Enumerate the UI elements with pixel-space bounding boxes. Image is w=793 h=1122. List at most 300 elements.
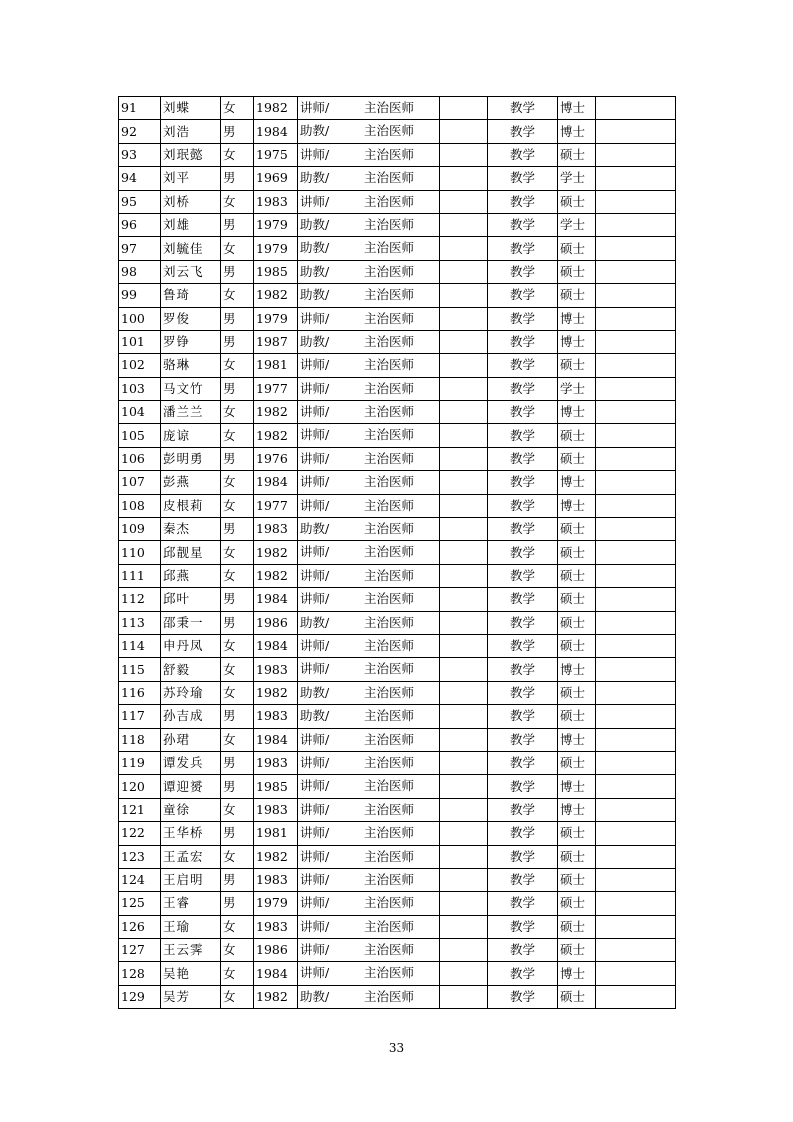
cell-name: 童徐 — [161, 798, 221, 821]
cell-blank — [440, 97, 488, 120]
cell-clinical-title: 主治医师 — [364, 123, 415, 139]
table-row — [119, 494, 676, 517]
cell-gender: 女 — [221, 471, 254, 494]
cell-title — [298, 424, 440, 447]
cell-birth-year: 1983 — [254, 915, 298, 938]
cell-extra — [596, 985, 676, 1008]
cell-number: 108 — [119, 494, 161, 517]
cell-extra — [596, 143, 676, 166]
cell-birth-year: 1982 — [254, 845, 298, 868]
cell-number: 96 — [119, 213, 161, 236]
cell-number: 107 — [119, 471, 161, 494]
cell-title — [298, 892, 440, 915]
cell-clinical-title: 主治医师 — [364, 754, 415, 770]
cell-department: 教学 — [488, 213, 558, 236]
cell-gender: 女 — [221, 985, 254, 1008]
cell-title — [298, 658, 440, 681]
cell-degree: 硕士 — [558, 751, 596, 774]
cell-birth-year: 1984 — [254, 120, 298, 143]
cell-extra — [596, 541, 676, 564]
cell-gender: 女 — [221, 143, 254, 166]
cell-department: 教学 — [488, 611, 558, 634]
cell-extra — [596, 237, 676, 260]
cell-degree: 硕士 — [558, 284, 596, 307]
cell-gender: 男 — [221, 260, 254, 283]
cell-clinical-title: 主治医师 — [364, 521, 415, 537]
cell-title — [298, 751, 440, 774]
cell-degree: 硕士 — [558, 681, 596, 704]
cell-number: 115 — [119, 658, 161, 681]
cell-extra — [596, 962, 676, 985]
cell-title — [298, 939, 440, 962]
cell-extra — [596, 564, 676, 587]
cell-name: 孙珺 — [161, 728, 221, 751]
cell-title — [298, 237, 440, 260]
cell-degree: 博士 — [558, 307, 596, 330]
cell-blank — [440, 237, 488, 260]
table-row — [119, 962, 676, 985]
cell-clinical-title: 主治医师 — [364, 637, 415, 653]
table-row — [119, 868, 676, 891]
cell-name: 刘云飞 — [161, 260, 221, 283]
cell-number: 120 — [119, 775, 161, 798]
cell-extra — [596, 845, 676, 868]
cell-birth-year: 1984 — [254, 588, 298, 611]
cell-academic-title: 助教/ — [300, 216, 330, 232]
cell-department: 教学 — [488, 120, 558, 143]
cell-name: 刘浩 — [161, 120, 221, 143]
table-row — [119, 447, 676, 470]
table-row — [119, 401, 676, 424]
table-row — [119, 681, 676, 704]
cell-name: 谭发兵 — [161, 751, 221, 774]
cell-blank — [440, 564, 488, 587]
cell-academic-title: 讲师/ — [300, 942, 330, 958]
cell-degree: 硕士 — [558, 939, 596, 962]
cell-academic-title: 助教/ — [300, 287, 330, 303]
cell-blank — [440, 377, 488, 400]
cell-gender: 女 — [221, 494, 254, 517]
cell-extra — [596, 447, 676, 470]
cell-name: 刘桥 — [161, 190, 221, 213]
cell-department: 教学 — [488, 915, 558, 938]
cell-department: 教学 — [488, 775, 558, 798]
cell-department: 教学 — [488, 985, 558, 1008]
cell-name: 孙吉成 — [161, 705, 221, 728]
cell-clinical-title: 主治医师 — [364, 918, 415, 934]
cell-academic-title: 讲师/ — [300, 100, 330, 115]
cell-number: 99 — [119, 284, 161, 307]
cell-name: 吴艳 — [161, 962, 221, 985]
cell-birth-year: 1983 — [254, 798, 298, 821]
cell-blank — [440, 845, 488, 868]
cell-department: 教学 — [488, 494, 558, 517]
cell-academic-title: 助教/ — [300, 333, 330, 349]
cell-academic-title: 助教/ — [300, 521, 330, 537]
cell-clinical-title: 主治医师 — [364, 216, 415, 232]
cell-academic-title: 助教/ — [300, 708, 330, 724]
cell-blank — [440, 939, 488, 962]
cell-number: 128 — [119, 962, 161, 985]
cell-blank — [440, 611, 488, 634]
cell-birth-year: 1979 — [254, 213, 298, 236]
cell-number: 94 — [119, 167, 161, 190]
cell-number: 129 — [119, 985, 161, 1008]
cell-name: 罗俊 — [161, 307, 221, 330]
cell-extra — [596, 307, 676, 330]
cell-academic-title: 讲师/ — [300, 778, 330, 794]
cell-clinical-title: 主治医师 — [364, 380, 415, 396]
cell-degree: 博士 — [558, 798, 596, 821]
cell-department: 教学 — [488, 401, 558, 424]
cell-blank — [440, 588, 488, 611]
cell-gender: 女 — [221, 564, 254, 587]
cell-academic-title: 讲师/ — [300, 848, 330, 864]
cell-extra — [596, 939, 676, 962]
cell-extra — [596, 354, 676, 377]
cell-clinical-title: 主治医师 — [364, 614, 415, 630]
cell-title — [298, 868, 440, 891]
cell-clinical-title: 主治医师 — [364, 825, 415, 841]
cell-number: 97 — [119, 237, 161, 260]
cell-blank — [440, 494, 488, 517]
cell-gender: 男 — [221, 892, 254, 915]
cell-birth-year: 1982 — [254, 424, 298, 447]
cell-blank — [440, 471, 488, 494]
table-row — [119, 845, 676, 868]
cell-gender: 男 — [221, 868, 254, 891]
cell-number: 92 — [119, 120, 161, 143]
cell-clinical-title: 主治医师 — [364, 146, 415, 162]
cell-name: 邱燕 — [161, 564, 221, 587]
cell-gender: 男 — [221, 775, 254, 798]
cell-degree: 硕士 — [558, 260, 596, 283]
cell-gender: 女 — [221, 237, 254, 260]
cell-number: 105 — [119, 424, 161, 447]
cell-birth-year: 1986 — [254, 939, 298, 962]
cell-title — [298, 307, 440, 330]
cell-extra — [596, 190, 676, 213]
table-row — [119, 330, 676, 353]
table-row — [119, 377, 676, 400]
cell-title — [298, 260, 440, 283]
cell-degree: 博士 — [558, 962, 596, 985]
cell-name: 刘平 — [161, 167, 221, 190]
cell-clinical-title: 主治医师 — [364, 310, 415, 326]
cell-gender: 女 — [221, 541, 254, 564]
table-row — [119, 471, 676, 494]
cell-clinical-title: 主治医师 — [364, 357, 415, 373]
cell-name: 苏玲瑜 — [161, 681, 221, 704]
table-row — [119, 892, 676, 915]
table-row — [119, 167, 676, 190]
cell-degree: 硕士 — [558, 845, 596, 868]
cell-gender: 女 — [221, 939, 254, 962]
cell-blank — [440, 775, 488, 798]
cell-blank — [440, 284, 488, 307]
cell-number: 124 — [119, 868, 161, 891]
staff-table — [118, 96, 676, 1009]
cell-gender: 女 — [221, 658, 254, 681]
cell-title — [298, 775, 440, 798]
cell-academic-title: 讲师/ — [300, 404, 330, 420]
cell-clinical-title: 主治医师 — [364, 427, 415, 443]
cell-gender: 女 — [221, 681, 254, 704]
cell-number: 112 — [119, 588, 161, 611]
cell-academic-title: 助教/ — [300, 684, 330, 700]
cell-degree: 学士 — [558, 213, 596, 236]
cell-degree: 硕士 — [558, 518, 596, 541]
cell-title — [298, 120, 440, 143]
cell-blank — [440, 447, 488, 470]
cell-birth-year: 1969 — [254, 167, 298, 190]
cell-extra — [596, 751, 676, 774]
cell-birth-year: 1983 — [254, 190, 298, 213]
cell-title — [298, 541, 440, 564]
cell-gender: 女 — [221, 915, 254, 938]
cell-blank — [440, 260, 488, 283]
cell-blank — [440, 167, 488, 190]
table-row — [119, 705, 676, 728]
cell-clinical-title: 主治医师 — [364, 661, 415, 677]
cell-extra — [596, 167, 676, 190]
cell-department: 教学 — [488, 284, 558, 307]
cell-name: 罗铮 — [161, 330, 221, 353]
cell-clinical-title: 主治医师 — [364, 333, 415, 349]
cell-degree: 硕士 — [558, 705, 596, 728]
cell-number: 122 — [119, 822, 161, 845]
cell-extra — [596, 494, 676, 517]
cell-department: 教学 — [488, 97, 558, 120]
cell-extra — [596, 424, 676, 447]
cell-birth-year: 1983 — [254, 705, 298, 728]
cell-clinical-title: 主治医师 — [364, 731, 415, 747]
cell-name: 彭燕 — [161, 471, 221, 494]
cell-extra — [596, 401, 676, 424]
cell-clinical-title: 主治医师 — [364, 287, 415, 303]
cell-gender: 男 — [221, 588, 254, 611]
cell-clinical-title: 主治医师 — [364, 848, 415, 864]
cell-gender: 女 — [221, 354, 254, 377]
cell-number: 109 — [119, 518, 161, 541]
cell-number: 101 — [119, 330, 161, 353]
cell-blank — [440, 330, 488, 353]
cell-blank — [440, 307, 488, 330]
cell-blank — [440, 822, 488, 845]
cell-department: 教学 — [488, 237, 558, 260]
cell-birth-year: 1982 — [254, 564, 298, 587]
cell-department: 教学 — [488, 190, 558, 213]
cell-gender: 男 — [221, 213, 254, 236]
cell-academic-title: 讲师/ — [300, 310, 330, 326]
cell-academic-title: 讲师/ — [300, 380, 330, 396]
cell-academic-title: 讲师/ — [300, 895, 330, 911]
cell-gender: 男 — [221, 307, 254, 330]
cell-academic-title: 讲师/ — [300, 754, 330, 770]
cell-extra — [596, 868, 676, 891]
cell-name: 谭迎赟 — [161, 775, 221, 798]
cell-degree: 硕士 — [558, 143, 596, 166]
cell-clinical-title: 主治医师 — [364, 965, 415, 981]
cell-academic-title: 讲师/ — [300, 146, 330, 162]
cell-name: 马文竹 — [161, 377, 221, 400]
cell-clinical-title: 主治医师 — [364, 404, 415, 420]
cell-degree: 硕士 — [558, 447, 596, 470]
cell-department: 教学 — [488, 751, 558, 774]
cell-extra — [596, 915, 676, 938]
table-row — [119, 424, 676, 447]
cell-academic-title: 讲师/ — [300, 661, 330, 677]
table-row — [119, 939, 676, 962]
cell-title — [298, 564, 440, 587]
cell-birth-year: 1984 — [254, 728, 298, 751]
cell-title — [298, 97, 440, 120]
cell-name: 刘蝶 — [161, 97, 221, 120]
cell-title — [298, 330, 440, 353]
cell-department: 教学 — [488, 377, 558, 400]
cell-clinical-title: 主治医师 — [364, 170, 415, 186]
cell-department: 教学 — [488, 167, 558, 190]
cell-blank — [440, 868, 488, 891]
cell-title — [298, 494, 440, 517]
cell-birth-year: 1983 — [254, 658, 298, 681]
cell-clinical-title: 主治医师 — [364, 450, 415, 466]
cell-blank — [440, 190, 488, 213]
cell-blank — [440, 541, 488, 564]
cell-gender: 女 — [221, 284, 254, 307]
cell-degree: 硕士 — [558, 892, 596, 915]
cell-name: 鲁琦 — [161, 284, 221, 307]
cell-title — [298, 611, 440, 634]
cell-gender: 女 — [221, 845, 254, 868]
cell-academic-title: 助教/ — [300, 263, 330, 279]
cell-department: 教学 — [488, 962, 558, 985]
cell-extra — [596, 822, 676, 845]
cell-name: 骆琳 — [161, 354, 221, 377]
table-row — [119, 97, 676, 120]
cell-name: 皮根莉 — [161, 494, 221, 517]
cell-academic-title: 讲师/ — [300, 591, 330, 607]
cell-department: 教学 — [488, 354, 558, 377]
cell-department: 教学 — [488, 541, 558, 564]
cell-academic-title: 讲师/ — [300, 193, 330, 209]
table-row — [119, 120, 676, 143]
cell-gender: 女 — [221, 962, 254, 985]
cell-department: 教学 — [488, 658, 558, 681]
cell-name: 邱靓星 — [161, 541, 221, 564]
cell-extra — [596, 260, 676, 283]
cell-extra — [596, 588, 676, 611]
cell-number: 111 — [119, 564, 161, 587]
cell-title — [298, 447, 440, 470]
cell-extra — [596, 330, 676, 353]
cell-name: 刘珉懿 — [161, 143, 221, 166]
table-row — [119, 237, 676, 260]
cell-title — [298, 985, 440, 1008]
cell-title — [298, 377, 440, 400]
cell-blank — [440, 120, 488, 143]
table-row — [119, 143, 676, 166]
cell-academic-title: 助教/ — [300, 123, 330, 139]
cell-name: 王孟宏 — [161, 845, 221, 868]
cell-blank — [440, 798, 488, 821]
cell-birth-year: 1977 — [254, 377, 298, 400]
cell-clinical-title: 主治医师 — [364, 240, 415, 256]
cell-department: 教学 — [488, 798, 558, 821]
table-row — [119, 658, 676, 681]
cell-degree: 学士 — [558, 377, 596, 400]
cell-blank — [440, 518, 488, 541]
cell-degree: 硕士 — [558, 190, 596, 213]
cell-department: 教学 — [488, 634, 558, 657]
cell-blank — [440, 751, 488, 774]
cell-blank — [440, 915, 488, 938]
cell-department: 教学 — [488, 307, 558, 330]
cell-name: 邵秉一 — [161, 611, 221, 634]
cell-name: 刘毓佳 — [161, 237, 221, 260]
cell-birth-year: 1982 — [254, 681, 298, 704]
table-row — [119, 564, 676, 587]
cell-academic-title: 讲师/ — [300, 544, 330, 560]
cell-number: 117 — [119, 705, 161, 728]
cell-gender: 男 — [221, 167, 254, 190]
cell-clinical-title: 主治医师 — [364, 100, 415, 115]
cell-clinical-title: 主治医师 — [364, 801, 415, 817]
cell-academic-title: 讲师/ — [300, 567, 330, 583]
cell-degree: 博士 — [558, 330, 596, 353]
table-row — [119, 541, 676, 564]
cell-department: 教学 — [488, 822, 558, 845]
cell-gender: 女 — [221, 798, 254, 821]
cell-title — [298, 167, 440, 190]
table-row — [119, 611, 676, 634]
cell-number: 118 — [119, 728, 161, 751]
cell-extra — [596, 892, 676, 915]
cell-gender: 男 — [221, 330, 254, 353]
cell-title — [298, 190, 440, 213]
cell-gender: 男 — [221, 822, 254, 845]
cell-department: 教学 — [488, 260, 558, 283]
table-row — [119, 260, 676, 283]
table-row — [119, 588, 676, 611]
cell-department: 教学 — [488, 892, 558, 915]
cell-academic-title: 讲师/ — [300, 497, 330, 513]
cell-department: 教学 — [488, 845, 558, 868]
cell-title — [298, 705, 440, 728]
cell-academic-title: 讲师/ — [300, 450, 330, 466]
cell-extra — [596, 705, 676, 728]
cell-title — [298, 845, 440, 868]
cell-department: 教学 — [488, 424, 558, 447]
cell-birth-year: 1982 — [254, 284, 298, 307]
cell-gender: 女 — [221, 401, 254, 424]
table-row — [119, 751, 676, 774]
cell-number: 114 — [119, 634, 161, 657]
cell-blank — [440, 424, 488, 447]
cell-extra — [596, 97, 676, 120]
cell-birth-year: 1979 — [254, 307, 298, 330]
cell-blank — [440, 681, 488, 704]
cell-gender: 男 — [221, 120, 254, 143]
cell-clinical-title: 主治医师 — [364, 988, 415, 1004]
cell-name: 王瑜 — [161, 915, 221, 938]
cell-name: 邱叶 — [161, 588, 221, 611]
cell-academic-title: 讲师/ — [300, 474, 330, 490]
cell-birth-year: 1984 — [254, 471, 298, 494]
table-row — [119, 634, 676, 657]
cell-title — [298, 822, 440, 845]
cell-title — [298, 915, 440, 938]
